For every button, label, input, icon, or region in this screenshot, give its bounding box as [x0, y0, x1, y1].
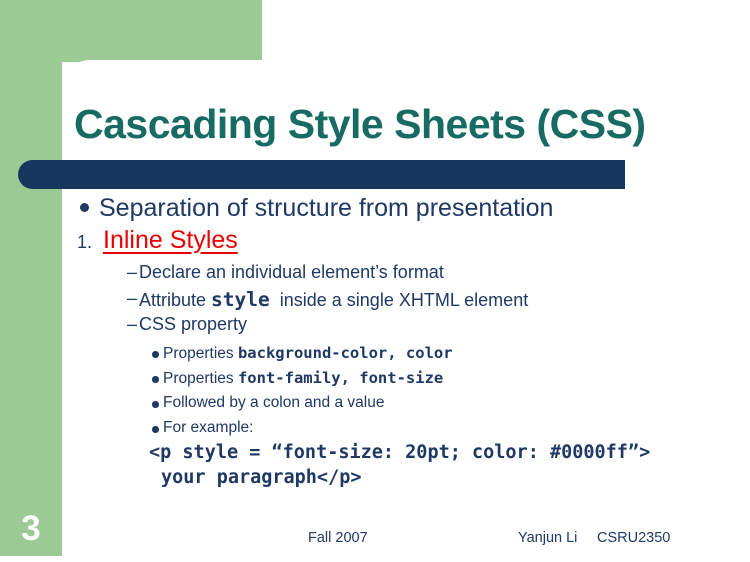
code-text: your paragraph</p>	[161, 467, 362, 488]
line-text	[163, 369, 443, 389]
plain-text: CSS property	[139, 314, 248, 334]
plain-text: inside a single XHTML element	[269, 290, 529, 310]
footer-course: CSRU2350	[597, 530, 671, 546]
dash-icon: –	[127, 314, 138, 334]
footer-author: Yanjun Li	[518, 530, 578, 546]
plain-text: Attribute	[139, 290, 212, 310]
line-text	[149, 441, 650, 465]
line-text	[161, 466, 361, 490]
line-text	[139, 262, 444, 284]
dash-icon: –	[127, 262, 138, 282]
dash-icon: –	[127, 288, 138, 308]
line-text	[103, 225, 238, 256]
plain-text: Declare an individual element’s format	[139, 262, 444, 282]
bullet-icon	[152, 376, 159, 383]
page-number: 3	[21, 509, 41, 548]
bullet-icon	[152, 401, 159, 408]
plain-text: Properties	[163, 345, 238, 362]
line-text	[163, 419, 253, 438]
code-text: style	[211, 288, 270, 311]
line-text	[139, 288, 528, 312]
bullet-icon	[152, 351, 159, 358]
code-text: <p style = “font-size: 20pt; color: #0000ff”>	[149, 442, 651, 463]
bullet-icon	[80, 203, 89, 212]
plain-text: Properties	[163, 370, 238, 387]
line-text	[163, 394, 384, 413]
code-text: background-color, color	[237, 344, 453, 362]
code-text: font-family, font-size	[237, 369, 444, 387]
page-title: Cascading Style Sheets (CSS)	[74, 101, 646, 147]
line-text	[139, 314, 247, 336]
item-number: 1.	[77, 232, 93, 252]
inline-styles-link[interactable]: Inline Styles	[103, 226, 238, 254]
line-text	[99, 193, 553, 224]
bullet-icon	[152, 426, 159, 433]
footer-semester: Fall 2007	[308, 530, 368, 546]
plain-text: Followed by a colon and a value	[163, 394, 385, 411]
plain-text: Separation of structure from presentation	[99, 194, 554, 222]
line-text	[163, 344, 453, 364]
plain-text: For example:	[163, 419, 254, 436]
title-underline-bar	[18, 160, 625, 189]
